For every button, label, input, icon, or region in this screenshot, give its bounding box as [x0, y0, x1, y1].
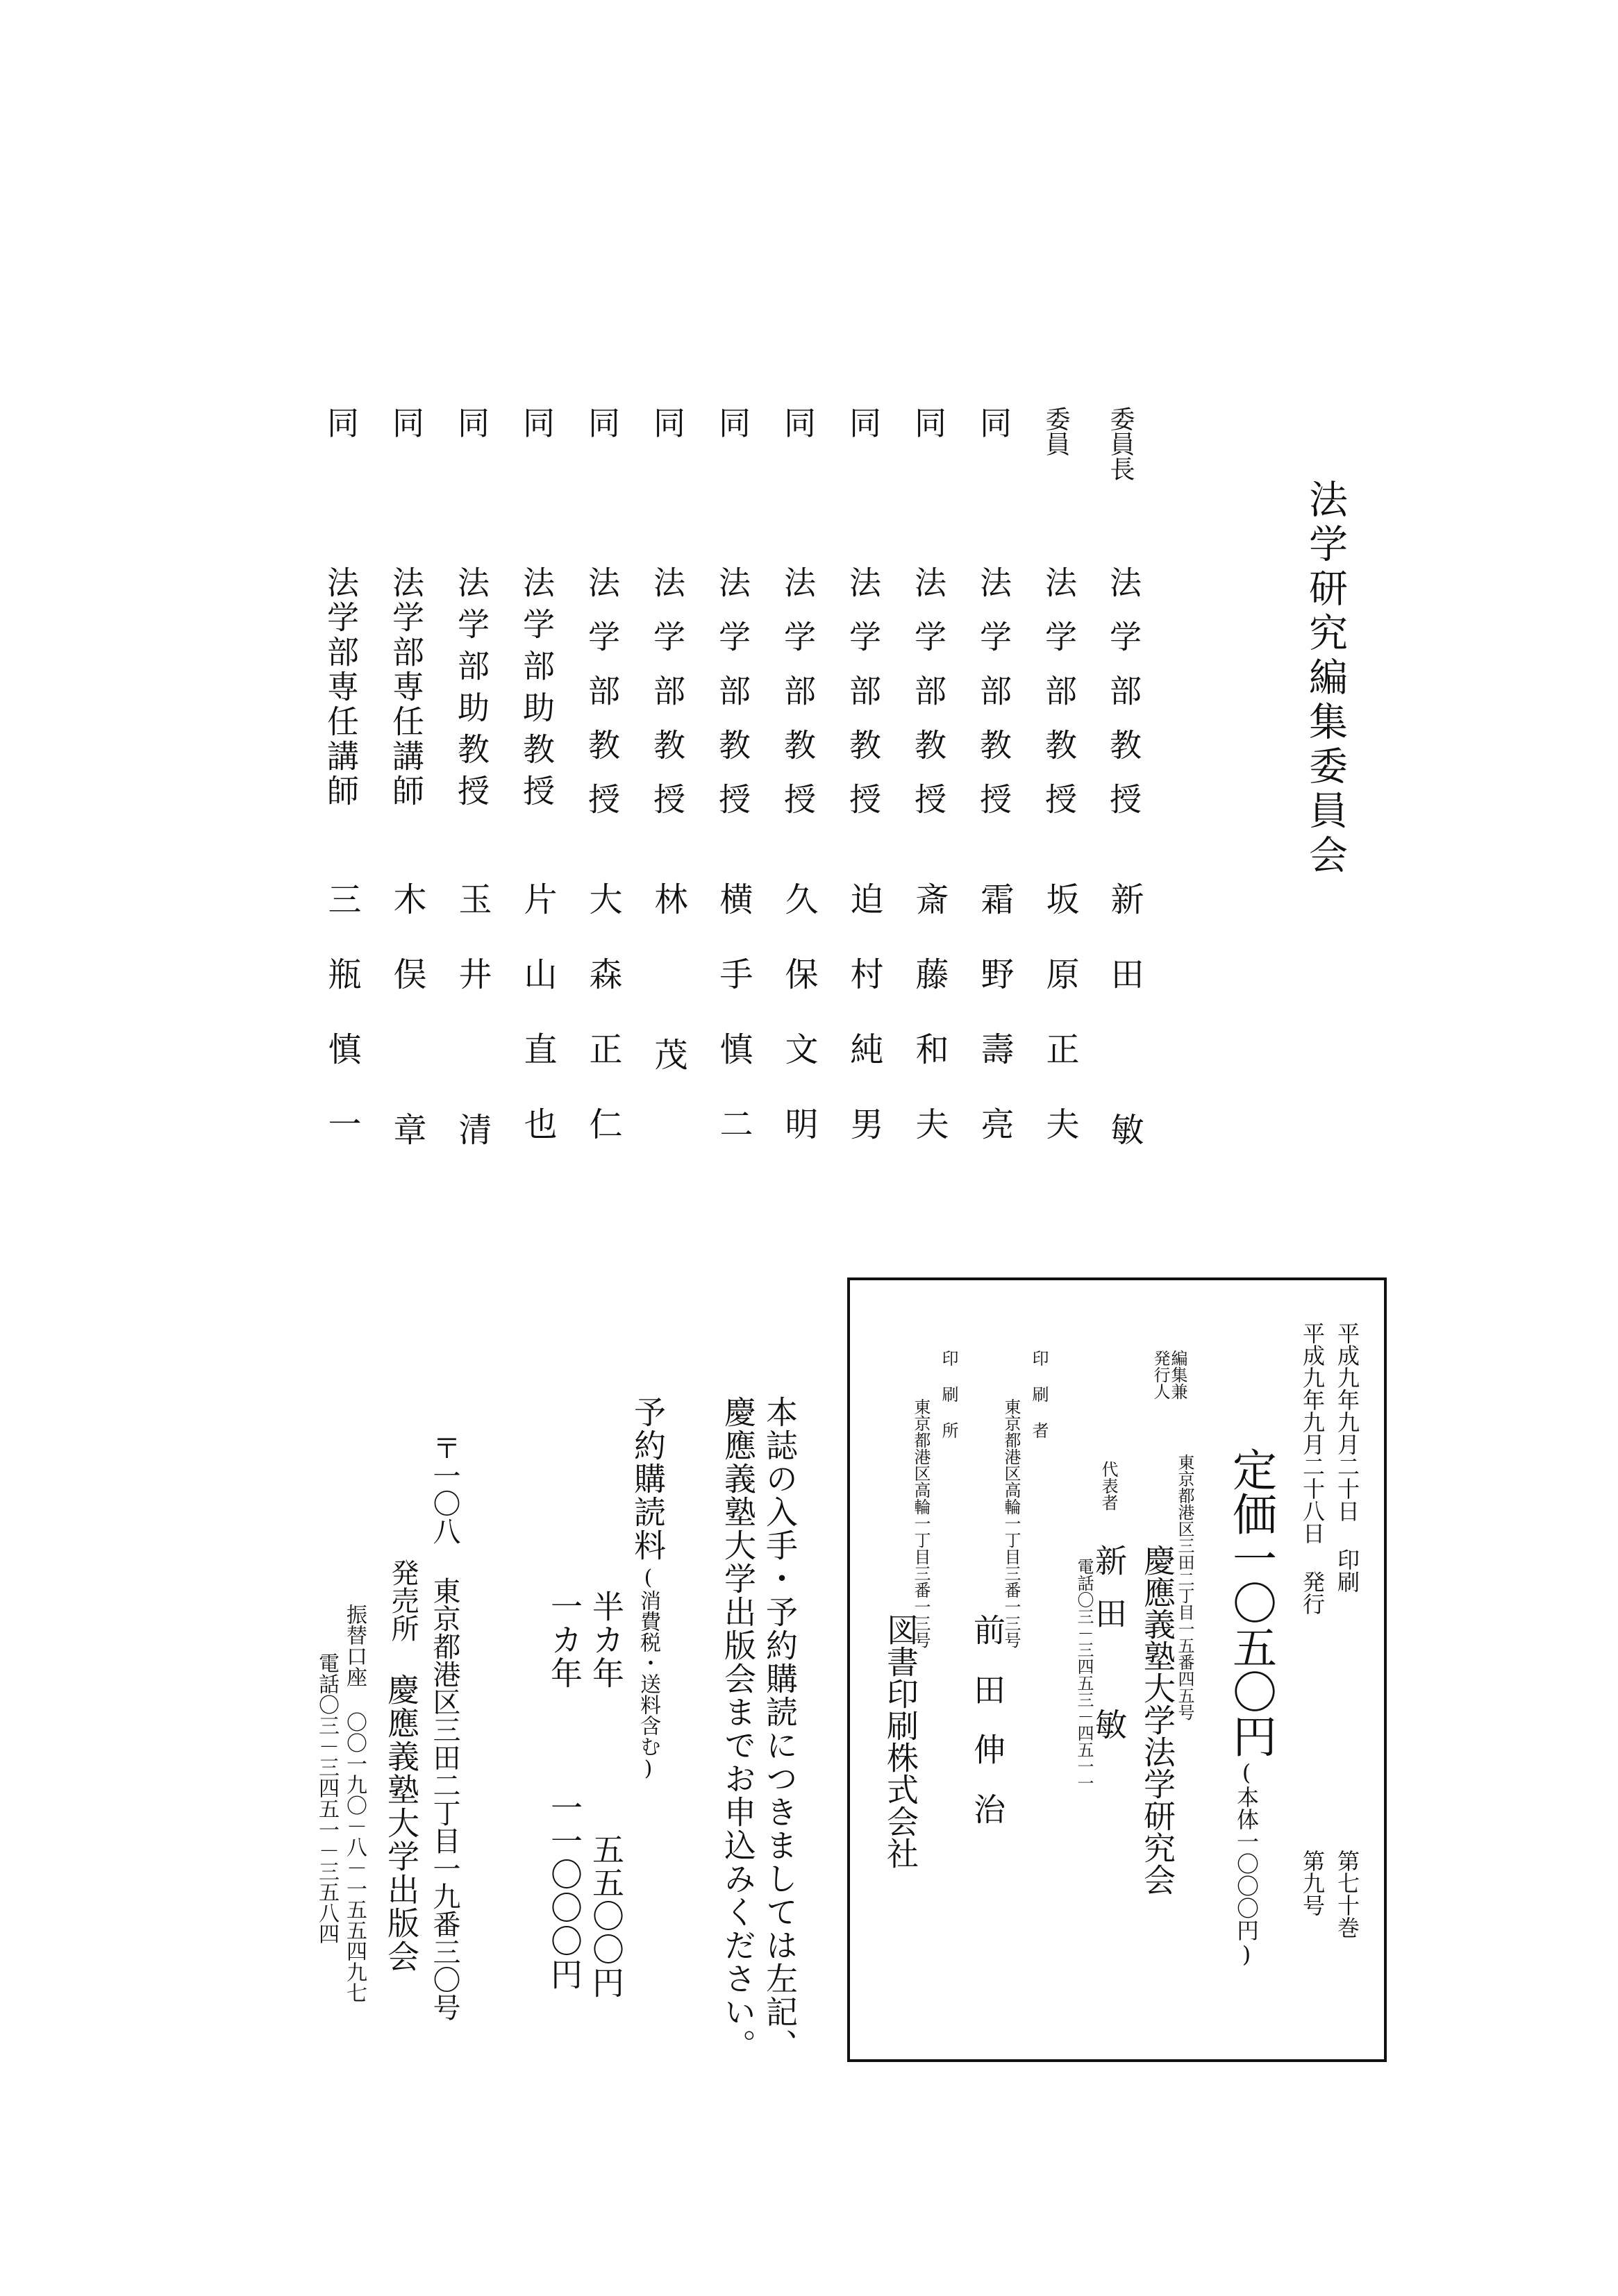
publisher-address: 〒一〇八 東京都港区三田二丁目一九番三〇号 — [428, 1434, 460, 2021]
committee-member — [583, 406, 635, 1182]
member-name: 迫村純男 — [844, 882, 883, 1182]
member-role: 同 — [387, 406, 425, 438]
member-role: 同 — [518, 406, 556, 438]
rep-name: 新田 敏 — [1090, 1544, 1128, 1761]
member-role: 同 — [714, 406, 751, 438]
member-name: 霜野壽亮 — [975, 882, 1014, 1182]
press-label: 印刷所 — [939, 1350, 958, 1458]
member-name: 大森正仁 — [583, 882, 622, 1182]
member-name: 久保文明 — [779, 882, 818, 1182]
member-rank: 法学部教授 — [1105, 566, 1142, 837]
member-name: 木俣 章 — [387, 882, 426, 1187]
press-address: 東京都港区高輪一丁目三番一三号 — [911, 1398, 931, 1648]
member-role: 同 — [322, 406, 360, 438]
member-name: 横手慎二 — [714, 882, 753, 1182]
printer-address: 東京都港区高輪一丁目三番一三号 — [1001, 1398, 1021, 1648]
volume-number: 第七十巻 — [1334, 1850, 1360, 1938]
member-rank: 法学部助教授 — [453, 566, 490, 816]
one-year-price: 一一〇〇〇円 — [546, 1791, 583, 1991]
committee-member — [651, 406, 700, 1135]
committee-member — [1040, 406, 1092, 1182]
issue-date: 平成九年九月二十八日 発行 — [1299, 1322, 1326, 1615]
editor-phone: 電話〇三－三四五三－四五一一 — [1074, 1558, 1094, 1791]
editor-address: 東京都港区三田二丁目一五番四五号 — [1175, 1454, 1194, 1720]
member-name: 林 茂 — [649, 882, 687, 1112]
press-name: 図書印刷株式会社 — [882, 1614, 919, 1869]
transfer-account: 振替口座 〇〇一九〇－八－一五五四九七 — [342, 1604, 367, 2003]
member-rank: 法学部教授 — [844, 566, 882, 837]
committee-member — [910, 406, 961, 1182]
member-role: 委員 — [1042, 406, 1070, 456]
committee-member — [1105, 406, 1156, 1187]
member-role: 委員長 — [1106, 406, 1135, 481]
committee-member — [714, 406, 765, 1182]
notice-line-1: 本誌の入手・予約購読につきましては左記、 — [761, 1396, 799, 2062]
seller-label: 発売所 — [387, 1559, 419, 1642]
committee-member — [844, 406, 896, 1182]
member-rank: 法学部教授 — [714, 566, 751, 837]
member-rank: 法学部教授 — [649, 566, 686, 837]
fee-note: (消費税・送料含む) — [636, 1566, 660, 1781]
half-year-price: 五五〇〇円 — [587, 1833, 625, 2000]
member-role: 同 — [583, 406, 621, 438]
one-year-label: 一カ年 — [546, 1590, 583, 1690]
committee-title: 法学研究編集委員会 — [1303, 479, 1348, 879]
member-rank: 法学部教授 — [910, 566, 947, 837]
rep-label: 代表者 — [1099, 1461, 1118, 1511]
member-rank: 法学部教授 — [583, 566, 621, 837]
issue-number: 第九号 — [1299, 1850, 1326, 1916]
member-role: 同 — [779, 406, 817, 438]
member-role: 同 — [453, 406, 490, 438]
member-rank: 法学部専任講師 — [322, 566, 360, 809]
member-role: 同 — [649, 406, 686, 438]
seller-name: 慶應義塾大学出版会 — [383, 1673, 420, 1973]
committee-member — [975, 406, 1026, 1182]
committee-member — [779, 406, 831, 1182]
printer-label: 印刷者 — [1029, 1350, 1049, 1458]
notice-line-2: 慶應義塾大学出版会までお申込みください。 — [719, 1396, 757, 2062]
publisher-phone: 電話〇三－三四五一－三五八四 — [315, 1652, 339, 1944]
member-name: 三瓶慎一 — [322, 882, 361, 1182]
committee-member — [322, 406, 374, 1182]
committee-member — [453, 406, 504, 1187]
member-name: 片山直也 — [518, 882, 557, 1182]
editor-org: 慶應義塾大学法学研究会 — [1139, 1544, 1176, 1895]
member-role: 同 — [844, 406, 882, 438]
member-role: 同 — [975, 406, 1012, 438]
member-rank: 法学部教授 — [779, 566, 817, 837]
member-rank: 法学部専任講師 — [387, 566, 425, 809]
member-rank: 法学部教授 — [1040, 566, 1078, 837]
print-date: 平成九年九月二十日 印刷 — [1334, 1322, 1360, 1593]
price-note: (本体一〇〇〇円) — [1233, 1759, 1260, 1968]
member-rank: 法学部助教授 — [518, 566, 556, 816]
member-name: 坂原正夫 — [1040, 882, 1079, 1182]
colophon-box — [847, 1277, 1387, 2062]
member-name: 玉井 清 — [453, 882, 492, 1187]
member-rank: 法学部教授 — [975, 566, 1012, 837]
printer-name: 前田伸治 — [969, 1614, 1006, 1852]
fee-title: 予約購読料 — [629, 1396, 667, 1562]
price: 定価一〇五〇円 — [1225, 1447, 1276, 1758]
member-name: 斎藤和夫 — [910, 882, 949, 1182]
editor-role-2: 発行人 — [1151, 1350, 1170, 1400]
member-role: 同 — [910, 406, 947, 438]
editor-role: 編集兼 — [1168, 1350, 1187, 1400]
committee-member — [518, 406, 569, 1182]
committee-member — [387, 406, 439, 1187]
member-name: 新田 敏 — [1105, 882, 1144, 1187]
half-year-label: 半カ年 — [587, 1590, 625, 1690]
